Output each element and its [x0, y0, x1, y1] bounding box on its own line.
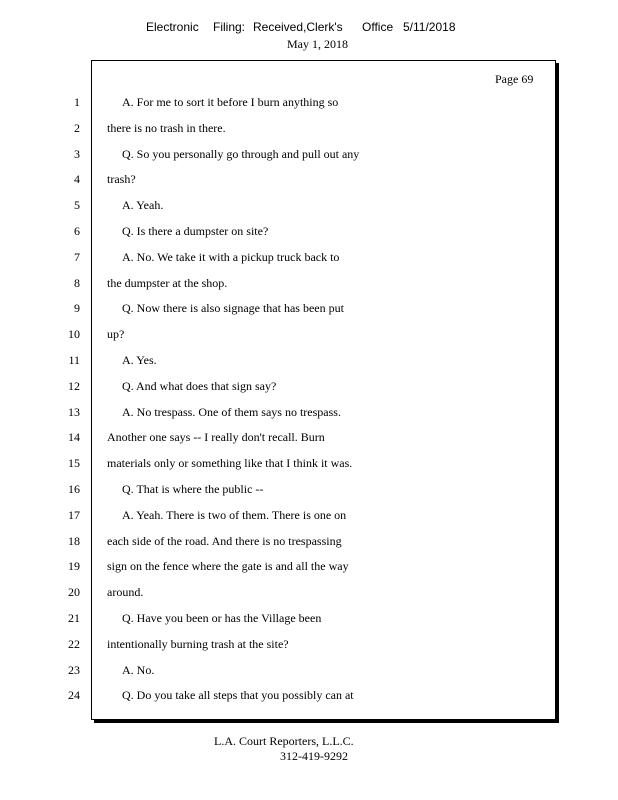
line-number: 24 — [68, 688, 80, 702]
line-number: 21 — [68, 611, 80, 625]
line-number: 8 — [74, 276, 80, 290]
line-number: 19 — [68, 559, 80, 573]
transcript-line: around. — [107, 585, 144, 599]
stamp-received-clerks: Received,Clerk's — [253, 20, 343, 34]
footer-company: L.A. Court Reporters, L.L.C. — [214, 734, 354, 748]
transcript-line: A. No trespass. One of them says no trespass. — [122, 405, 341, 419]
transcript-line: Q. Now there is also signage that has been put — [122, 301, 344, 315]
line-number: 4 — [74, 172, 80, 186]
line-number: 22 — [68, 637, 80, 651]
transcript-line: A. For me to sort it before I burn anything so — [122, 95, 339, 109]
transcript-line: Q. Is there a dumpster on site? — [122, 224, 269, 238]
transcript-line: A. Yeah. There is two of them. There is one on — [122, 508, 347, 522]
transcript-line: Another one says -- I really don't recall. Burn — [107, 430, 325, 444]
line-number: 10 — [68, 327, 80, 341]
line-number: 6 — [74, 224, 80, 238]
filing-stamp — [0, 20, 618, 36]
transcript-line: there is no trash in there. — [107, 121, 226, 135]
transcript-line: materials only or something like that I think it was. — [107, 456, 353, 470]
transcript-line: Q. So you personally go through and pull out any — [122, 147, 360, 161]
line-number: 2 — [74, 121, 80, 135]
stamp-filing: Filing: — [213, 20, 246, 34]
line-number: 11 — [68, 353, 80, 367]
line-number: 18 — [68, 534, 80, 548]
transcript-line: Q. Do you take all steps that you possibly can at — [122, 688, 354, 702]
line-number: 13 — [68, 405, 80, 419]
transcript-line: trash? — [107, 172, 136, 186]
line-number: 20 — [68, 585, 80, 599]
page-number: Page 69 — [495, 72, 534, 86]
transcript-line: Q. Have you been or has the Village been — [122, 611, 322, 625]
transcript-line: A. No. — [122, 663, 155, 677]
line-number: 16 — [68, 482, 80, 496]
line-number: 23 — [68, 663, 80, 677]
transcript-line: up? — [107, 327, 125, 341]
transcript-line: A. Yes. — [122, 353, 157, 367]
stamp-date-line: May 1, 2018 — [287, 37, 348, 51]
line-number: 7 — [74, 250, 80, 264]
stamp-office: Office — [362, 20, 394, 34]
transcript-line: A. Yeah. — [122, 198, 164, 212]
line-number: 9 — [74, 301, 80, 315]
stamp-electronic: Electronic — [146, 20, 199, 34]
transcript-line: A. No. We take it with a pickup truck back to — [122, 250, 340, 264]
line-number: 17 — [68, 508, 80, 522]
transcript-line: each side of the road. And there is no trespassing — [107, 534, 342, 548]
line-number: 3 — [74, 147, 80, 161]
line-number: 14 — [68, 430, 80, 444]
footer-phone: 312-419-9292 — [280, 749, 348, 763]
transcript-line: intentionally burning trash at the site? — [107, 637, 289, 651]
transcript-line: Q. And what does that sign say? — [122, 379, 277, 393]
line-number: 15 — [68, 456, 80, 470]
line-number: 5 — [74, 198, 80, 212]
line-number: 1 — [74, 95, 80, 109]
transcript-line: the dumpster at the shop. — [107, 276, 228, 290]
transcript-line: sign on the fence where the gate is and all the way — [107, 559, 349, 573]
transcript-line: Q. That is where the public -- — [122, 482, 264, 496]
stamp-filed-date: 5/11/2018 — [403, 20, 456, 34]
line-number: 12 — [68, 379, 80, 393]
